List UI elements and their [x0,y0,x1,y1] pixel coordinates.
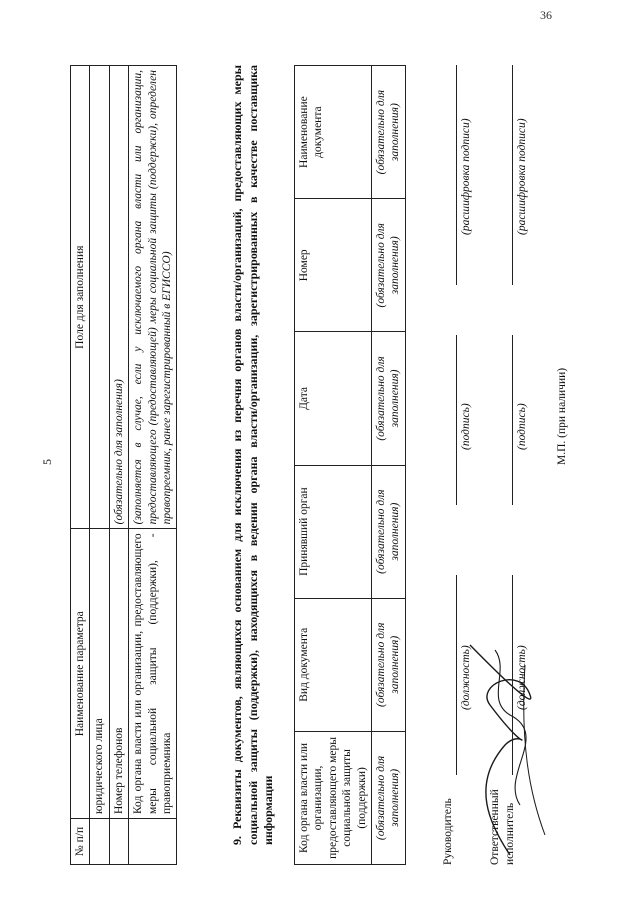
header-field: Поле для заполнения [71,66,90,529]
head-signature-caption: (подпись) [460,403,472,450]
row-number [129,819,177,865]
page-number: 5 [40,459,54,465]
table-row [90,66,109,865]
note-cell: (обязательно для заполнения) [371,465,405,598]
row-number [90,819,109,865]
row-parameter-name: Номер телефонов [109,529,128,819]
note-cell: (обязательно для заполнения) [371,332,405,465]
table-row [129,66,177,865]
head-position-caption: (должность) [460,645,472,710]
head-decoding-caption: (расшифровка подписи) [460,118,472,235]
executor-position-line [512,575,513,775]
executor-label: Ответственный исполнитель [489,789,516,865]
documents-table-header [295,66,372,865]
row-field: (заполняется в случае, если у исключаемого органа власти или организации, предоставляющего (предоставляющей) меры социальной защиты (поддержки), определен правопреемник, ранее зарегистрированный в ЕГИССО) [129,66,177,529]
row-field [90,66,109,529]
header-doc-name: Наименование документа [295,66,372,199]
section-9-text: 9. Реквизиты документов, являющихся основанием для исключения из перечня органов власти/организаций, предоставляющих меры социальной защиты (поддержки), находящихся в ведении органа власти/организации, зарегистрированных в качестве поставщика информации [230,65,276,845]
row-number [109,819,128,865]
parameter-table-header [71,66,90,865]
header-issuing-body: Принявший орган [295,465,372,598]
executor-decoding-caption: (расшифровка подписи) [516,118,528,235]
head-label: Руководитель [442,798,454,865]
header-date: Дата [295,332,372,465]
header-number: № п/п [71,819,90,865]
executor-signature-line [512,335,513,505]
stamp-placeholder: М.П. (при наличии) [556,367,568,465]
header-doc-type: Вид документа [295,598,372,731]
head-decoding-line [456,65,457,285]
note-cell: (обязательно для заполнения) [371,66,405,199]
documents-table-notes [371,66,405,865]
note-cell: (обязательно для заполнения) [371,598,405,731]
executor-position-caption: (должность) [516,645,528,710]
head-signature-line [456,335,457,505]
header-parameter-name: Наименование параметра [71,529,90,819]
header-number: Номер [295,199,372,332]
row-parameter-name: Код органа власти или организации, предоставляющего меры социальной защиты (поддержки), - правоприемника [129,529,177,819]
executor-decoding-line [512,65,513,285]
header-organ-code: Код органа власти или организации, предоставляющего меры социальной защиты (поддержки) [295,731,372,864]
row-parameter-name: юридического лица [90,529,109,819]
archive-page-number: 36 [540,8,552,22]
table-row [109,66,128,865]
executor-signature-caption: (подпись) [516,403,528,450]
section-9-heading [230,65,277,865]
note-cell: (обязательно для заполнения) [371,199,405,332]
parameter-table [70,65,177,865]
note-cell: (обязательно для заполнения) [371,731,405,864]
documents-table [294,65,406,865]
row-field: (обязательно для заполнения) [109,66,128,529]
